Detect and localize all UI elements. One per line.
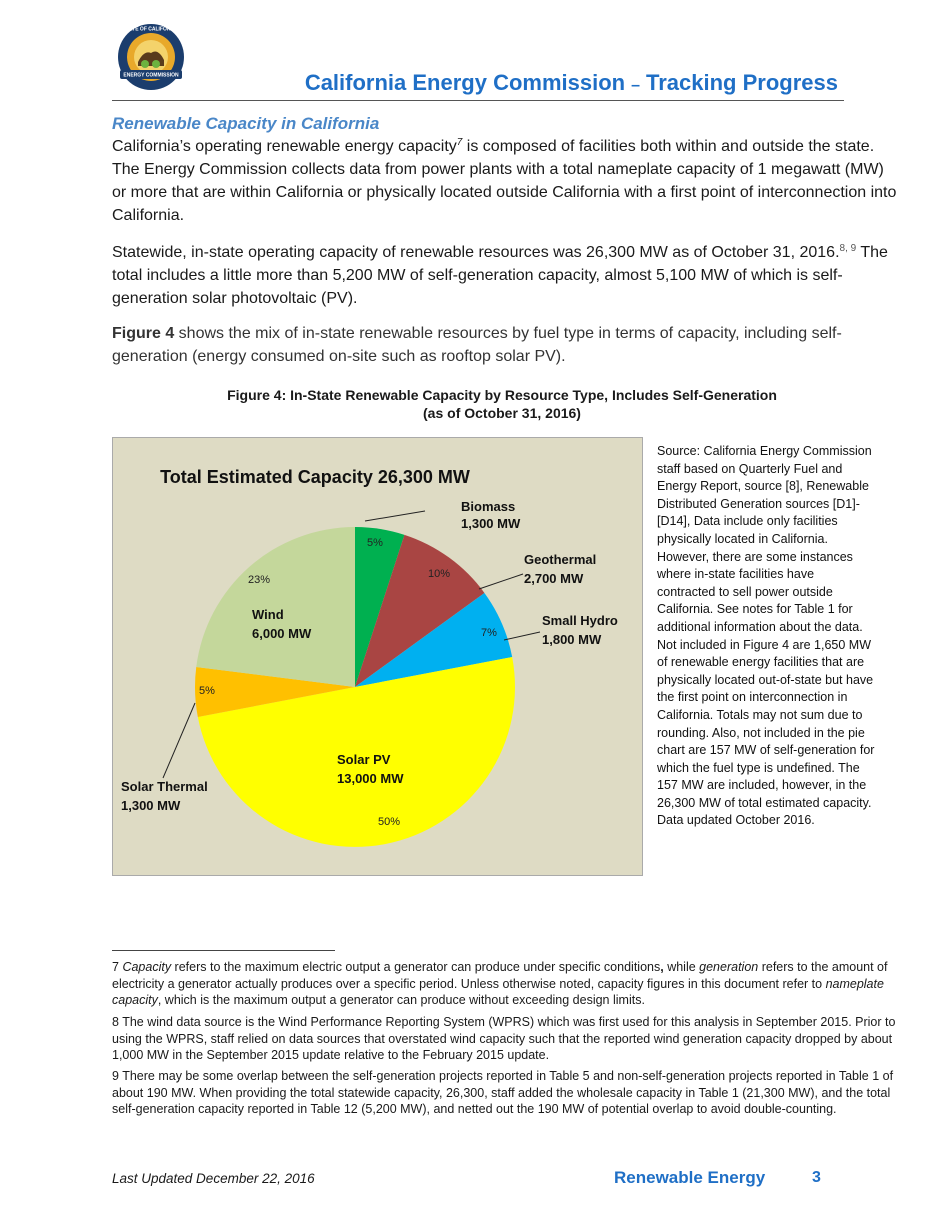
header-title — [305, 70, 838, 96]
footnote-ref-8-9[interactable]: 8, 9 — [839, 243, 857, 254]
leader-line-small-hydro — [504, 632, 540, 640]
pct-label-solar-pv: 50% — [377, 816, 401, 828]
figure-reference: Figure 4 — [112, 325, 175, 342]
leader-line-solar-thermal — [163, 703, 195, 778]
pct-label-small-hydro: 7% — [481, 627, 497, 639]
leader-line-biomass — [365, 511, 425, 521]
header-org: California Energy Commission — [304, 70, 626, 95]
label-biomass-value: 1,300 MW — [461, 516, 521, 531]
footnote-ref-7[interactable]: 7 — [456, 137, 463, 148]
seal-top-text: STATE OF CALIFORNIA — [122, 26, 180, 33]
footnote-8: 8 The wind data source is the Wind Performance Reporting System (WPRS) which was first used for this analysis in September 2015. Prior to using the WPRS, staff relied on data sources that overstated wind capacity such that the reported wind generation capacity dropped by about 1,000 MW in the September 2015 update relative to the February 2015 update. — [112, 1015, 896, 1062]
pie-chart — [113, 438, 642, 875]
page-number: 3 — [812, 1169, 821, 1186]
leader-line-geothermal — [479, 574, 523, 589]
seal-bottom-text: ENERGY COMMISSION — [123, 72, 179, 79]
pct-label-biomass: 5% — [367, 537, 383, 549]
pct-label-geothermal: 10% — [427, 568, 451, 580]
label-small-hydro-value: 1,800 MW — [542, 632, 602, 647]
energy-commission-logo — [112, 22, 190, 92]
label-biomass-name: Biomass — [461, 499, 516, 514]
footnote-divider — [112, 950, 335, 951]
label-geothermal-name: Geothermal — [524, 552, 597, 567]
pct-label-wind: 23% — [247, 574, 271, 586]
chart-title: Total Estimated Capacity 26,300 MW — [160, 467, 470, 487]
label-wind-value: 6,000 MW — [252, 626, 312, 641]
paragraph-2: Statewide, in-state operating capacity of renewable resources was 26,300 MW as of October 31, 2016.$^{8, 9}$ The total includes a little more than 5,200 MW of self-generation capacity, almost 5,100 MW of which is self-generation solar photovoltaic (PV). — [112, 243, 888, 307]
seal-icon — [112, 22, 190, 92]
section-title: Renewable Capacity in California — [112, 114, 380, 133]
paragraph-3: Figure 4 shows the mix of in-state renewable resources by fuel type in terms of capacity, including self-generation (energy consumed on-site such as rooftop solar PV). — [112, 325, 842, 365]
paragraph-1: California’s operating renewable energy capacity$^7$ is composed of facilities both within and outside the state. The Energy Commission collects data from power plants with a total nameplate capacity of 1 megawatt (MW) or more that are within California or physically located outside California with a first point of interconnection into California. — [112, 137, 897, 224]
label-geothermal-value: 2,700 MW — [524, 571, 584, 586]
label-solar-thermal-value: 1,300 MW — [121, 798, 181, 813]
pie-chart-panel — [112, 437, 643, 876]
label-solar-pv-value: 13,000 MW — [337, 771, 404, 786]
header-divider — [112, 100, 844, 101]
label-wind-name: Wind — [252, 607, 284, 622]
footnote-7: 7 Capacity refers to the maximum electric output a generator can produce under specific conditions, while generation refers to the amount of electricity a generator actually produces over a specific period. Unless otherwise noted, capacity figures in this document refer to nameplate capacity, which is the maximum output a generator can produce without exceeding design limits. — [112, 960, 888, 1007]
footer-last-updated: Last Updated December 22, 2016 — [112, 1171, 315, 1186]
footnote-9: 9 There may be some overlap between the self-generation projects reported in Table 5 and non-self-generation projects reported in Table 1 of about 190 MW. When providing the total statewide capacity, 26,300, staff added the wholesale capacity in Table 1 (21,300 MW), and the total self-generation capacity reported in Table 12 (5,200 MW), and netted out the 190 MW of potential overlap to avoid double-counting. — [112, 1069, 894, 1116]
header-separator: – — [631, 77, 641, 94]
figure-caption: Figure 4: In-State Renewable Capacity by Resource Type, Includes Self-Generation (as of October 31, 2016) — [227, 387, 777, 421]
pct-label-solar-thermal: 5% — [199, 685, 215, 697]
label-small-hydro-name: Small Hydro — [542, 613, 618, 628]
label-solar-pv-name: Solar PV — [337, 752, 391, 767]
footer-section-name: Renewable Energy — [614, 1168, 766, 1187]
label-solar-thermal-name: Solar Thermal — [121, 779, 208, 794]
chart-source-note: Source: California Energy Commission staff based on Quarterly Fuel and Energy Report, source [8], Renewable Distributed Generation sources [D1]-[D14], Data include only facilities physically located in California. However, there are some instances where in-state facilities have contracted to sell power outside California. See notes for Table 1 for additional information about the data. Not included in Figure 4 are 1,650 MW of renewable energy facilities that are physically located out-of-state but have the first point on interconnection in California. Totals may not sum due to rounding. Also, not included in the pie chart are 157 MW of self-generation for which the fuel type is undefined. The 157 MW are included, however, in the 26,300 MW of total estimated capacity. Data updated October 2016. — [657, 444, 875, 828]
header-report: Tracking Progress — [646, 70, 838, 95]
